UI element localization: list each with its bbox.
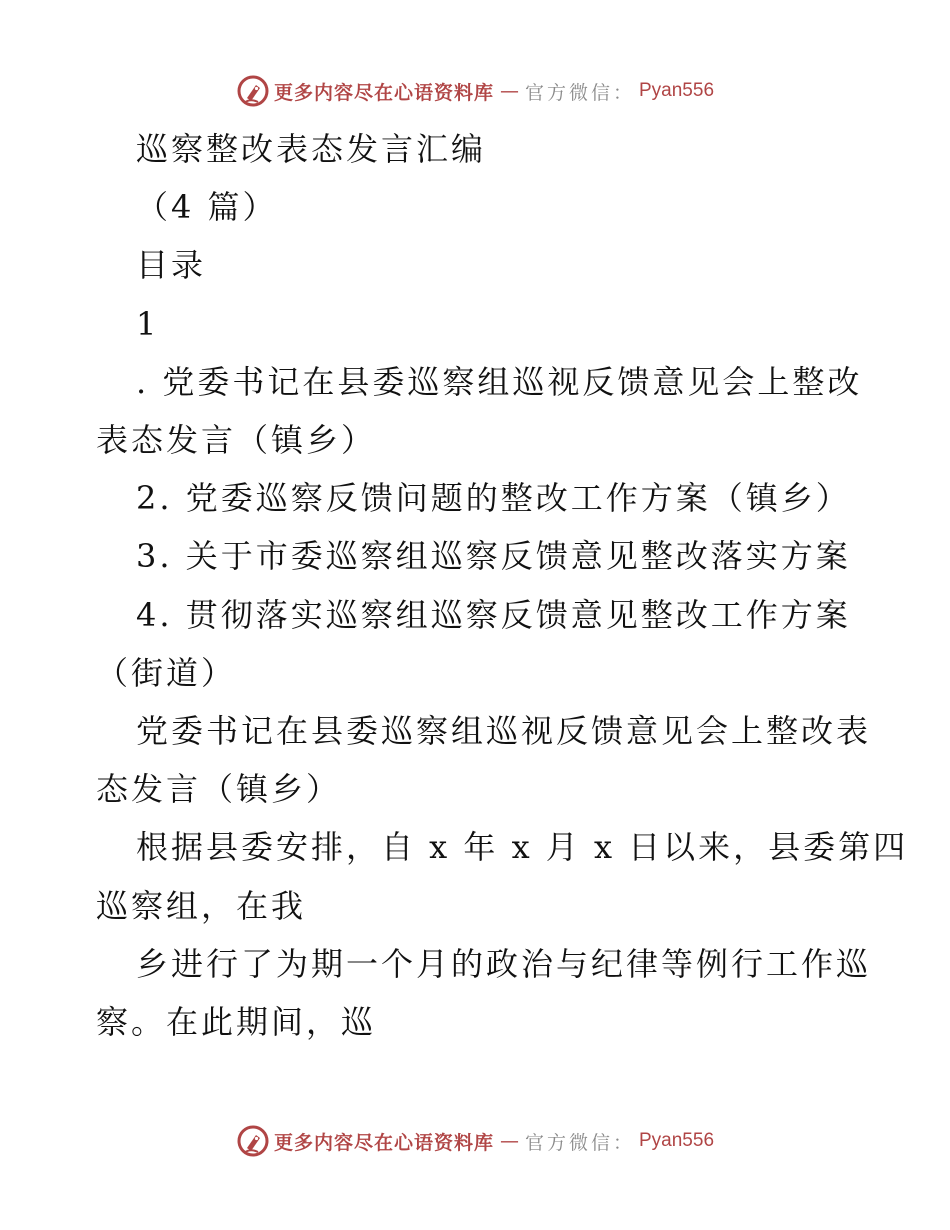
watermark-wechat-id: Pyan556 bbox=[639, 1130, 715, 1151]
watermark-brand-text: 更多内容尽在心语资料库 bbox=[273, 81, 494, 104]
toc-item-1: . 党委书记在县委巡察组巡视反馈意见会上整改 bbox=[136, 362, 863, 401]
paragraph-1: 根据县委安排，自 x 年 x 月 x 日以来，县委第四 bbox=[136, 828, 909, 867]
watermark-footer bbox=[0, 1124, 950, 1158]
watermark-brand-text: 更多内容尽在心语资料库 bbox=[273, 1131, 494, 1154]
section-title: 党委书记在县委巡察组巡视反馈意见会上整改表 bbox=[136, 712, 872, 751]
watermark-wechat-label: 官方微信： bbox=[524, 81, 635, 104]
pen-nib-logo-icon bbox=[236, 1124, 270, 1158]
watermark-dash: — bbox=[499, 80, 519, 102]
paragraph-2: 乡进行了为期一个月的政治与纪律等例行工作巡 bbox=[136, 944, 872, 983]
document-title: 巡察整改表态发言汇编 bbox=[136, 130, 487, 168]
paragraph-2-continued: 察。在此期间，巡 bbox=[96, 1003, 377, 1042]
document-body bbox=[96, 120, 909, 1051]
toc-item-1-continued: 表态发言（镇乡） bbox=[96, 421, 377, 460]
watermark-dash: — bbox=[499, 1130, 519, 1152]
toc-item-4: 4. 贯彻落实巡察组巡察反馈意见整改工作方案 bbox=[136, 595, 851, 634]
watermark-wechat-label: 官方微信： bbox=[524, 1131, 635, 1154]
paragraph-1-continued: 巡察组，在我 bbox=[96, 886, 307, 925]
section-title-continued: 态发言（镇乡） bbox=[96, 770, 342, 809]
document-subtitle: （4 篇） bbox=[136, 188, 278, 227]
toc-number: 1 bbox=[136, 304, 160, 343]
toc-item-4-continued: （街道） bbox=[96, 653, 237, 692]
toc-item-2: 2. 党委巡察反馈问题的整改工作方案（镇乡） bbox=[136, 479, 851, 518]
toc-item-3: 3. 关于市委巡察组巡察反馈意见整改落实方案 bbox=[136, 537, 851, 576]
watermark-header bbox=[0, 74, 950, 108]
pen-nib-logo-icon bbox=[236, 74, 270, 108]
watermark-wechat-id: Pyan556 bbox=[639, 80, 715, 101]
toc-heading: 目录 bbox=[136, 246, 207, 285]
